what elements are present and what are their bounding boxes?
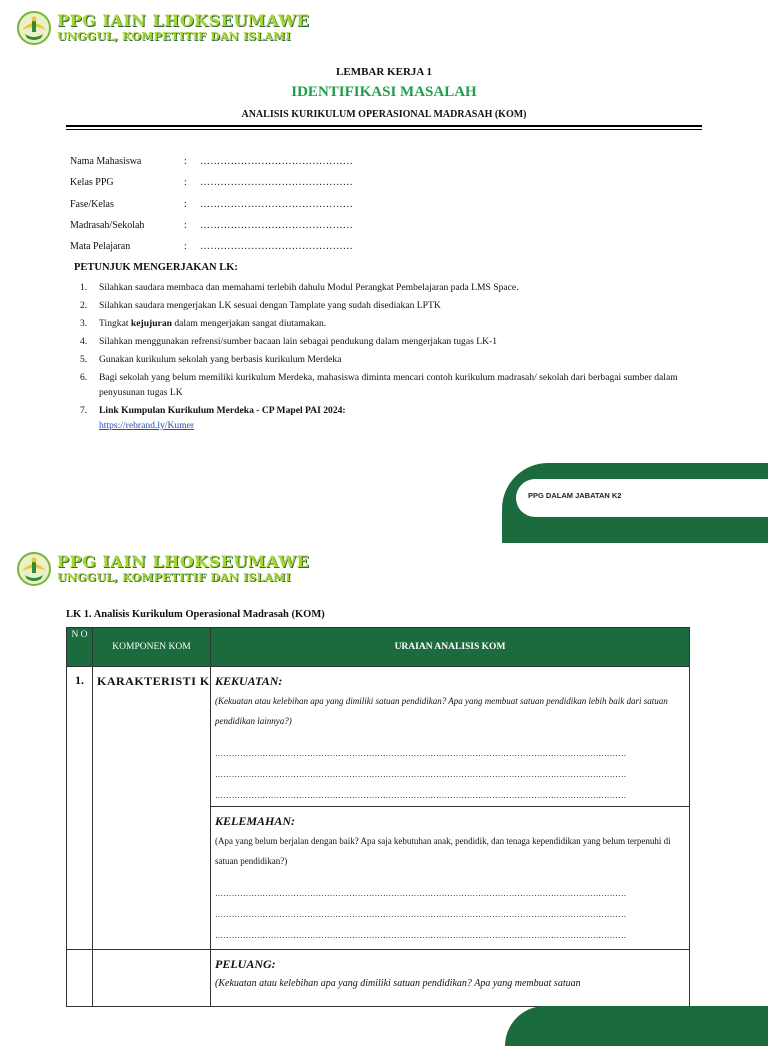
field-label: Nama Mahasiswa (70, 156, 142, 167)
list-item: 7. Link Kumpulan Kurikulum Merdeka - CP Mapel PAI 2024: https://rebrand.ly/Kumer (80, 405, 346, 431)
field-mata-pelajaran[interactable] (70, 241, 353, 252)
answer-line[interactable]: ………………………………………………………………………………………………………………………………… (215, 910, 627, 919)
field-label: Mata Pelajaran (70, 241, 131, 252)
answer-line[interactable]: ………………………………………………………………………………………………………………………………… (215, 889, 627, 898)
institution-logo (16, 551, 309, 587)
field-fase-kelas[interactable] (70, 199, 353, 210)
list-item: 5. Gunakan kurikulum sekolah yang berbasis kurikulum Merdeka (80, 354, 342, 365)
table-row (67, 667, 690, 807)
worksheet-subheading: ANALISIS KURIKULUM OPERASIONAL MADRASAH (KOM) (241, 109, 527, 120)
logo-title: PPG IAIN LHOKSEUMAWE (57, 11, 310, 30)
header-uraian: URAIAN ANALISIS KOM (211, 628, 690, 667)
field-colon: : (184, 199, 187, 210)
peluang-note: (Kekuatan atau kelebihan apa yang dimiliki satuan pendidikan? Apa yang membuat satuan (215, 978, 581, 989)
page-2 (0, 543, 768, 1024)
field-kelas-ppg[interactable] (70, 177, 353, 188)
worksheet-heading: IDENTIFIKASI MASALAH (291, 84, 477, 100)
kekuatan-note: (Kekuatan atau kelebihan apa yang dimiliki satuan pendidikan? Apa yang membuat satuan pendidikan lebih baik dari satuan pendidikan lainnya?) (215, 696, 668, 726)
field-label: Madrasah/Sekolah (70, 220, 145, 231)
instructions-title: PETUNJUK MENGERJAKAN LK: (74, 262, 238, 273)
peluang-heading: PELUANG: (215, 957, 276, 971)
field-blank[interactable]: ……………………………………… (200, 156, 353, 167)
logo-subtitle: UNGGUL, KOMPETITIF DAN ISLAMI (57, 30, 291, 43)
header-no: N O (67, 628, 93, 667)
field-label: Fase/Kelas (70, 199, 114, 210)
table-header-row (67, 628, 690, 667)
peluang-cell[interactable] (211, 950, 690, 1007)
list-item: 3. Tingkat kejujuran dalam mengerjakan sangat diutamakan. (80, 318, 327, 329)
field-colon: : (184, 156, 187, 167)
list-item: 4. Silahkan menggunakan refrensi/sumber bacaan lain sebagai pendukung dalam mengerjakan tugas LK-1 (80, 336, 498, 347)
kelemahan-note: (Apa yang belum berjalan dengan baik? Apa saja kebutuhan anak, pendidik, dan tenaga kependidikan yang belum terpenuhi di satuan pendidikan?) (215, 836, 671, 866)
iain-emblem-icon (16, 551, 52, 587)
kurikulum-merdeka-link[interactable]: https://rebrand.ly/Kumer (99, 420, 195, 431)
footer-banner (505, 1006, 768, 1046)
institution-logo (16, 10, 309, 46)
row-komponen: KARAKTERISTI K (93, 667, 211, 950)
lk-table-title: LK 1. Analisis Kurikulum Operasional Madrasah (KOM) (66, 609, 325, 620)
iain-emblem-icon (16, 10, 52, 46)
header-komponen: KOMPONEN KOM (93, 628, 211, 667)
footer-banner (502, 463, 768, 543)
field-label: Kelas PPG (70, 177, 114, 188)
field-madrasah-sekolah[interactable] (70, 220, 353, 231)
answer-line[interactable]: ………………………………………………………………………………………………………………………………… (215, 749, 627, 758)
instructions-list (80, 280, 710, 436)
field-blank[interactable]: ……………………………………… (200, 241, 353, 252)
kelemahan-heading: KELEMAHAN: (215, 814, 296, 828)
field-nama-mahasiswa[interactable] (70, 156, 353, 167)
field-blank[interactable]: ……………………………………… (200, 177, 353, 188)
row-komponen-empty (93, 950, 211, 1007)
footer-label: PPG DALAM JABATAN K2 (528, 491, 622, 500)
logo-title: PPG IAIN LHOKSEUMAWE (57, 552, 310, 571)
table-row (67, 950, 690, 1007)
kelemahan-cell[interactable] (211, 807, 690, 950)
field-colon: : (184, 177, 187, 188)
list-item: 1. Silahkan saudara membaca dan memahami terlebih dahulu Modul Perangkat Pembelajaran pada LMS Space. (80, 282, 519, 293)
answer-line[interactable]: ………………………………………………………………………………………………………………………………… (215, 931, 627, 940)
answer-line[interactable]: ………………………………………………………………………………………………………………………………… (215, 770, 627, 779)
double-rule-thick (66, 125, 702, 127)
kekuatan-cell[interactable] (211, 667, 690, 807)
list-item: 6. Bagi sekolah yang belum memiliki kurikulum Merdeka, mahasiswa diminta mencari contoh kurikulum madrasah/ sekolah dari berbagai sumber dalam penyusunan tugas LK (80, 372, 678, 398)
kom-analysis-table (66, 627, 690, 1007)
answer-line[interactable]: ………………………………………………………………………………………………………………………………… (215, 791, 627, 800)
field-colon: : (184, 241, 187, 252)
list-item: 2. Silahkan saudara mengerjakan LK sesuai dengan Tamplate yang sudah disediakan LPTK (80, 300, 441, 311)
kekuatan-heading: KEKUATAN: (215, 674, 283, 688)
logo-subtitle: UNGGUL, KOMPETITIF DAN ISLAMI (57, 571, 291, 584)
field-blank[interactable]: ……………………………………… (200, 220, 353, 231)
worksheet-title: LEMBAR KERJA 1 (336, 66, 432, 78)
row-number: 1. (67, 667, 93, 950)
row-number-empty (67, 950, 93, 1007)
field-colon: : (184, 220, 187, 231)
field-blank[interactable]: ……………………………………… (200, 199, 353, 210)
double-rule-thin (66, 129, 702, 130)
